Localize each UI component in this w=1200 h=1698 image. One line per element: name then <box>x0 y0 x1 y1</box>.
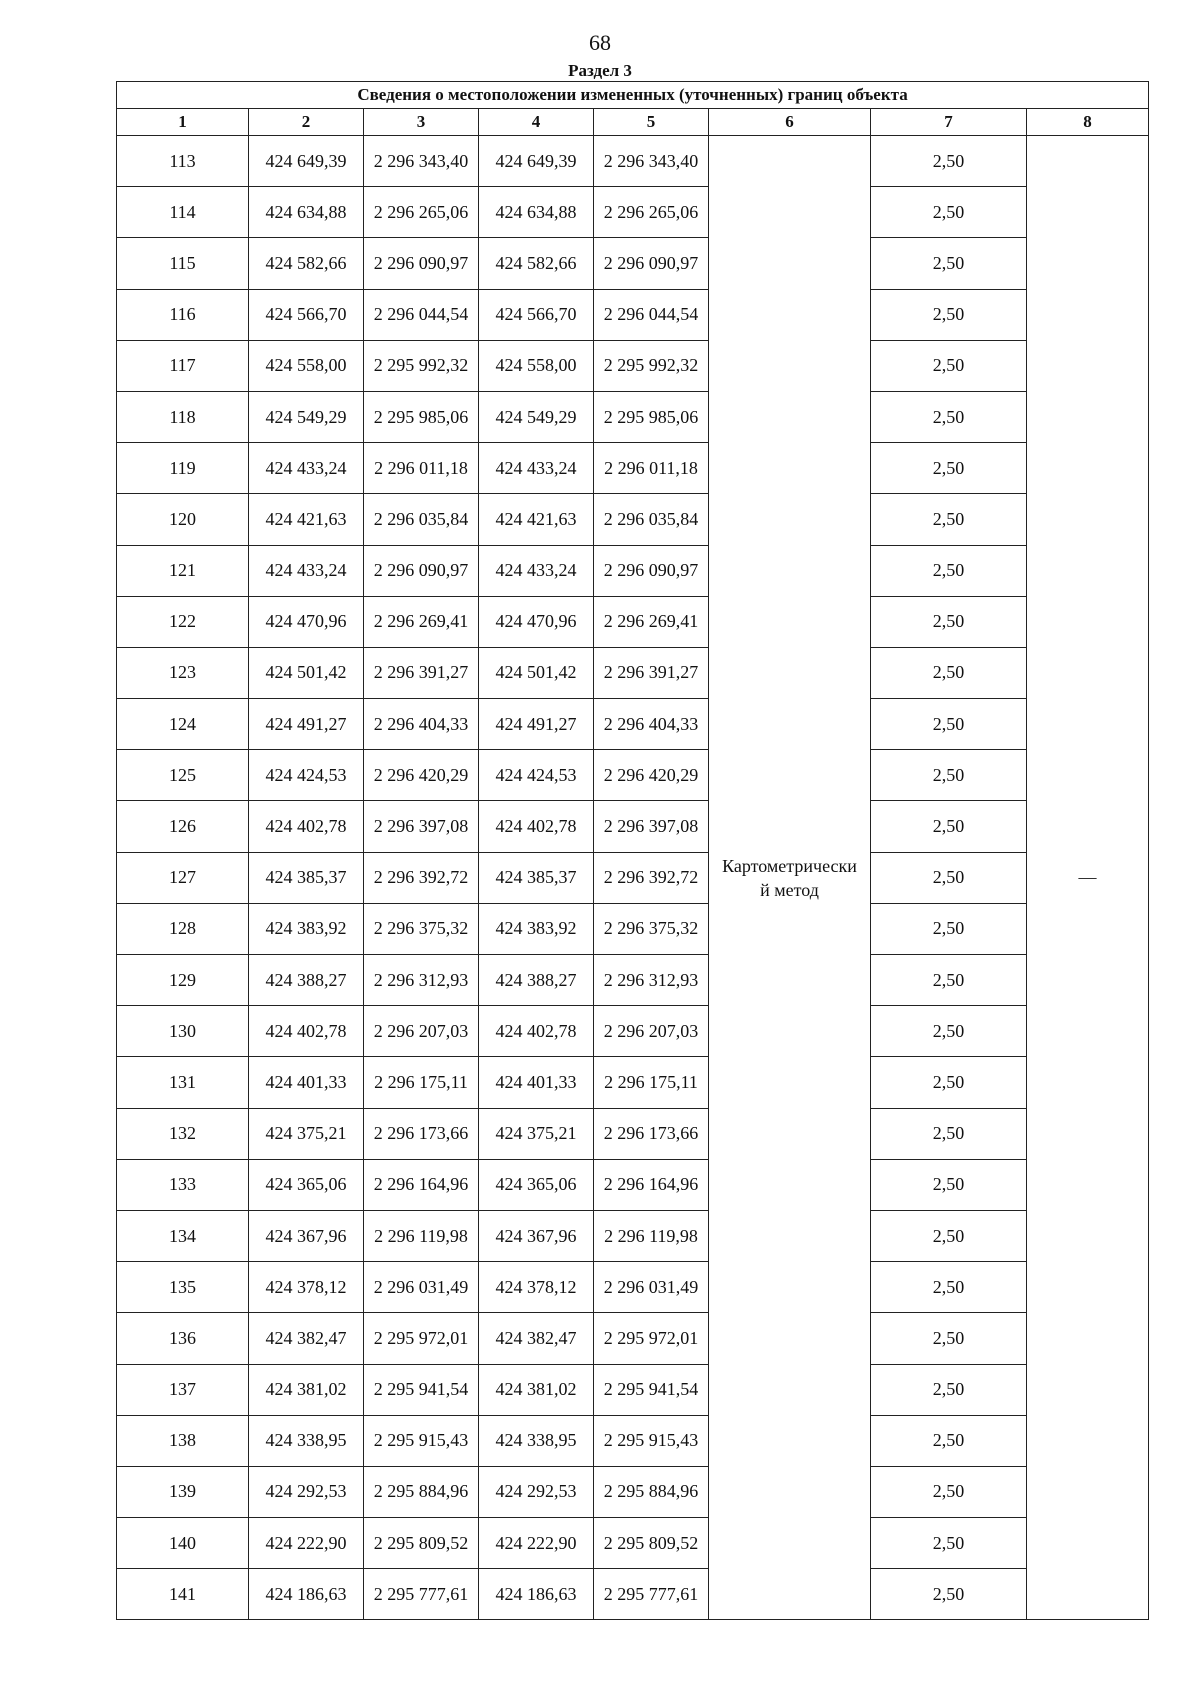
accuracy-cell: 2,50 <box>871 494 1027 545</box>
existing-y-cell: 2 296 090,97 <box>364 545 479 596</box>
determination-method-cell <box>709 136 871 1620</box>
existing-x-cell: 424 378,12 <box>249 1262 364 1313</box>
point-number-cell: 141 <box>117 1569 249 1620</box>
table-row <box>117 1466 1149 1517</box>
existing-x-cell: 424 566,70 <box>249 289 364 340</box>
existing-y-cell: 2 296 312,93 <box>364 955 479 1006</box>
new-x-cell: 424 433,24 <box>479 545 594 596</box>
table-row <box>117 1210 1149 1261</box>
accuracy-cell: 2,50 <box>871 1210 1027 1261</box>
column-number-row <box>117 109 1149 136</box>
point-number-cell: 137 <box>117 1364 249 1415</box>
section-title: Раздел 3 <box>568 61 632 80</box>
new-y-cell: 2 296 391,27 <box>594 647 709 698</box>
accuracy-cell: 2,50 <box>871 1313 1027 1364</box>
new-y-cell: 2 296 312,93 <box>594 955 709 1006</box>
new-y-cell: 2 295 884,96 <box>594 1466 709 1517</box>
existing-y-cell: 2 296 269,41 <box>364 596 479 647</box>
point-number-cell: 138 <box>117 1415 249 1466</box>
table-row <box>117 494 1149 545</box>
accuracy-cell: 2,50 <box>871 1057 1027 1108</box>
table-row <box>117 1108 1149 1159</box>
new-y-cell: 2 296 392,72 <box>594 852 709 903</box>
table-row <box>117 596 1149 647</box>
point-number-cell: 120 <box>117 494 249 545</box>
new-x-cell: 424 582,66 <box>479 238 594 289</box>
column-number-4: 4 <box>479 109 594 136</box>
table-row <box>117 699 1149 750</box>
accuracy-cell: 2,50 <box>871 1364 1027 1415</box>
table-row <box>117 136 1149 187</box>
existing-x-cell: 424 365,06 <box>249 1159 364 1210</box>
new-x-cell: 424 491,27 <box>479 699 594 750</box>
new-y-cell: 2 296 375,32 <box>594 903 709 954</box>
table-row <box>117 1006 1149 1057</box>
existing-x-cell: 424 582,66 <box>249 238 364 289</box>
existing-y-cell: 2 296 035,84 <box>364 494 479 545</box>
new-y-cell: 2 296 173,66 <box>594 1108 709 1159</box>
new-y-cell: 2 296 269,41 <box>594 596 709 647</box>
new-y-cell: 2 296 175,11 <box>594 1057 709 1108</box>
table-row <box>117 1313 1149 1364</box>
existing-x-cell: 424 292,53 <box>249 1466 364 1517</box>
new-x-cell: 424 383,92 <box>479 903 594 954</box>
accuracy-cell: 2,50 <box>871 340 1027 391</box>
table-row <box>117 545 1149 596</box>
new-y-cell: 2 295 809,52 <box>594 1518 709 1569</box>
existing-y-cell: 2 295 992,32 <box>364 340 479 391</box>
point-number-cell: 119 <box>117 443 249 494</box>
table-row <box>117 801 1149 852</box>
new-x-cell: 424 649,39 <box>479 136 594 187</box>
existing-y-cell: 2 296 391,27 <box>364 647 479 698</box>
point-number-cell: 133 <box>117 1159 249 1210</box>
existing-x-cell: 424 470,96 <box>249 596 364 647</box>
new-x-cell: 424 222,90 <box>479 1518 594 1569</box>
new-y-cell: 2 295 941,54 <box>594 1364 709 1415</box>
accuracy-cell: 2,50 <box>871 750 1027 801</box>
point-number-cell: 132 <box>117 1108 249 1159</box>
existing-x-cell: 424 186,63 <box>249 1569 364 1620</box>
new-x-cell: 424 421,63 <box>479 494 594 545</box>
table-row <box>117 852 1149 903</box>
accuracy-cell: 2,50 <box>871 136 1027 187</box>
new-x-cell: 424 402,78 <box>479 1006 594 1057</box>
new-x-cell: 424 470,96 <box>479 596 594 647</box>
table-row <box>117 1415 1149 1466</box>
point-number-cell: 131 <box>117 1057 249 1108</box>
new-x-cell: 424 367,96 <box>479 1210 594 1261</box>
point-number-cell: 114 <box>117 187 249 238</box>
accuracy-cell: 2,50 <box>871 1518 1027 1569</box>
table-row <box>117 955 1149 1006</box>
new-y-cell: 2 296 404,33 <box>594 699 709 750</box>
new-y-cell: 2 296 011,18 <box>594 443 709 494</box>
existing-x-cell: 424 402,78 <box>249 1006 364 1057</box>
existing-y-cell: 2 296 011,18 <box>364 443 479 494</box>
existing-y-cell: 2 295 985,06 <box>364 391 479 442</box>
table-caption: Сведения о местоположении измененных (уточненных) границ объекта <box>117 82 1149 109</box>
existing-x-cell: 424 491,27 <box>249 699 364 750</box>
accuracy-cell: 2,50 <box>871 647 1027 698</box>
new-y-cell: 2 296 207,03 <box>594 1006 709 1057</box>
method-text-line-1: Картометрически <box>722 855 857 876</box>
boundary-coordinates-table <box>116 81 1149 1620</box>
new-x-cell: 424 558,00 <box>479 340 594 391</box>
accuracy-cell: 2,50 <box>871 699 1027 750</box>
new-y-cell: 2 296 090,97 <box>594 238 709 289</box>
table-row <box>117 443 1149 494</box>
new-y-cell: 2 296 031,49 <box>594 1262 709 1313</box>
existing-y-cell: 2 295 809,52 <box>364 1518 479 1569</box>
new-y-cell: 2 295 985,06 <box>594 391 709 442</box>
new-x-cell: 424 378,12 <box>479 1262 594 1313</box>
existing-y-cell: 2 296 265,06 <box>364 187 479 238</box>
new-x-cell: 424 634,88 <box>479 187 594 238</box>
accuracy-cell: 2,50 <box>871 1569 1027 1620</box>
existing-x-cell: 424 433,24 <box>249 545 364 596</box>
existing-x-cell: 424 558,00 <box>249 340 364 391</box>
new-x-cell: 424 381,02 <box>479 1364 594 1415</box>
table-row <box>117 903 1149 954</box>
column-8-dash-cell: — <box>1027 136 1149 1620</box>
existing-x-cell: 424 649,39 <box>249 136 364 187</box>
table-row <box>117 1364 1149 1415</box>
point-number-cell: 124 <box>117 699 249 750</box>
existing-y-cell: 2 296 173,66 <box>364 1108 479 1159</box>
existing-y-cell: 2 296 207,03 <box>364 1006 479 1057</box>
table-row <box>117 1159 1149 1210</box>
new-x-cell: 424 566,70 <box>479 289 594 340</box>
existing-x-cell: 424 421,63 <box>249 494 364 545</box>
page-number: 68 <box>589 30 611 55</box>
new-x-cell: 424 338,95 <box>479 1415 594 1466</box>
table-row <box>117 238 1149 289</box>
existing-y-cell: 2 296 343,40 <box>364 136 479 187</box>
new-x-cell: 424 365,06 <box>479 1159 594 1210</box>
existing-y-cell: 2 296 119,98 <box>364 1210 479 1261</box>
point-number-cell: 115 <box>117 238 249 289</box>
existing-x-cell: 424 388,27 <box>249 955 364 1006</box>
point-number-cell: 122 <box>117 596 249 647</box>
accuracy-cell: 2,50 <box>871 545 1027 596</box>
existing-x-cell: 424 375,21 <box>249 1108 364 1159</box>
table-row <box>117 750 1149 801</box>
existing-x-cell: 424 338,95 <box>249 1415 364 1466</box>
existing-x-cell: 424 424,53 <box>249 750 364 801</box>
existing-x-cell: 424 222,90 <box>249 1518 364 1569</box>
accuracy-cell: 2,50 <box>871 238 1027 289</box>
new-x-cell: 424 501,42 <box>479 647 594 698</box>
new-y-cell: 2 295 915,43 <box>594 1415 709 1466</box>
table-row <box>117 1057 1149 1108</box>
point-number-cell: 135 <box>117 1262 249 1313</box>
accuracy-cell: 2,50 <box>871 391 1027 442</box>
new-y-cell: 2 296 119,98 <box>594 1210 709 1261</box>
point-number-cell: 134 <box>117 1210 249 1261</box>
new-y-cell: 2 296 265,06 <box>594 187 709 238</box>
new-y-cell: 2 296 420,29 <box>594 750 709 801</box>
point-number-cell: 121 <box>117 545 249 596</box>
accuracy-cell: 2,50 <box>871 1466 1027 1517</box>
new-x-cell: 424 388,27 <box>479 955 594 1006</box>
new-x-cell: 424 402,78 <box>479 801 594 852</box>
existing-y-cell: 2 295 884,96 <box>364 1466 479 1517</box>
existing-x-cell: 424 501,42 <box>249 647 364 698</box>
existing-x-cell: 424 401,33 <box>249 1057 364 1108</box>
table-row <box>117 340 1149 391</box>
existing-y-cell: 2 296 090,97 <box>364 238 479 289</box>
column-number-3: 3 <box>364 109 479 136</box>
table-row <box>117 647 1149 698</box>
accuracy-cell: 2,50 <box>871 1415 1027 1466</box>
existing-y-cell: 2 295 941,54 <box>364 1364 479 1415</box>
accuracy-cell: 2,50 <box>871 289 1027 340</box>
new-x-cell: 424 549,29 <box>479 391 594 442</box>
column-number-6: 6 <box>709 109 871 136</box>
table-row <box>117 391 1149 442</box>
new-x-cell: 424 385,37 <box>479 852 594 903</box>
accuracy-cell: 2,50 <box>871 1006 1027 1057</box>
existing-x-cell: 424 385,37 <box>249 852 364 903</box>
existing-y-cell: 2 295 915,43 <box>364 1415 479 1466</box>
column-number-8: 8 <box>1027 109 1149 136</box>
point-number-cell: 128 <box>117 903 249 954</box>
new-x-cell: 424 292,53 <box>479 1466 594 1517</box>
existing-y-cell: 2 296 397,08 <box>364 801 479 852</box>
new-y-cell: 2 296 164,96 <box>594 1159 709 1210</box>
column-number-2: 2 <box>249 109 364 136</box>
new-x-cell: 424 433,24 <box>479 443 594 494</box>
table-row <box>117 1569 1149 1620</box>
existing-y-cell: 2 296 404,33 <box>364 699 479 750</box>
accuracy-cell: 2,50 <box>871 187 1027 238</box>
column-number-1: 1 <box>117 109 249 136</box>
accuracy-cell: 2,50 <box>871 1159 1027 1210</box>
point-number-cell: 123 <box>117 647 249 698</box>
existing-y-cell: 2 295 972,01 <box>364 1313 479 1364</box>
new-y-cell: 2 296 090,97 <box>594 545 709 596</box>
new-y-cell: 2 295 992,32 <box>594 340 709 391</box>
table-row <box>117 187 1149 238</box>
new-y-cell: 2 296 343,40 <box>594 136 709 187</box>
point-number-cell: 139 <box>117 1466 249 1517</box>
accuracy-cell: 2,50 <box>871 1262 1027 1313</box>
existing-y-cell: 2 295 777,61 <box>364 1569 479 1620</box>
existing-x-cell: 424 634,88 <box>249 187 364 238</box>
table-row <box>117 1262 1149 1313</box>
point-number-cell: 113 <box>117 136 249 187</box>
point-number-cell: 127 <box>117 852 249 903</box>
column-number-7: 7 <box>871 109 1027 136</box>
existing-y-cell: 2 296 031,49 <box>364 1262 479 1313</box>
accuracy-cell: 2,50 <box>871 852 1027 903</box>
existing-y-cell: 2 296 375,32 <box>364 903 479 954</box>
new-x-cell: 424 186,63 <box>479 1569 594 1620</box>
point-number-cell: 118 <box>117 391 249 442</box>
new-y-cell: 2 296 035,84 <box>594 494 709 545</box>
point-number-cell: 136 <box>117 1313 249 1364</box>
table-row <box>117 1518 1149 1569</box>
point-number-cell: 129 <box>117 955 249 1006</box>
existing-y-cell: 2 296 164,96 <box>364 1159 479 1210</box>
point-number-cell: 140 <box>117 1518 249 1569</box>
existing-x-cell: 424 549,29 <box>249 391 364 442</box>
existing-y-cell: 2 296 420,29 <box>364 750 479 801</box>
existing-x-cell: 424 367,96 <box>249 1210 364 1261</box>
new-y-cell: 2 296 397,08 <box>594 801 709 852</box>
accuracy-cell: 2,50 <box>871 801 1027 852</box>
existing-x-cell: 424 382,47 <box>249 1313 364 1364</box>
new-x-cell: 424 375,21 <box>479 1108 594 1159</box>
accuracy-cell: 2,50 <box>871 955 1027 1006</box>
point-number-cell: 125 <box>117 750 249 801</box>
existing-y-cell: 2 296 044,54 <box>364 289 479 340</box>
existing-y-cell: 2 296 175,11 <box>364 1057 479 1108</box>
accuracy-cell: 2,50 <box>871 903 1027 954</box>
point-number-cell: 126 <box>117 801 249 852</box>
existing-x-cell: 424 433,24 <box>249 443 364 494</box>
new-y-cell: 2 295 972,01 <box>594 1313 709 1364</box>
new-y-cell: 2 296 044,54 <box>594 289 709 340</box>
existing-x-cell: 424 383,92 <box>249 903 364 954</box>
existing-x-cell: 424 402,78 <box>249 801 364 852</box>
new-x-cell: 424 424,53 <box>479 750 594 801</box>
accuracy-cell: 2,50 <box>871 596 1027 647</box>
point-number-cell: 130 <box>117 1006 249 1057</box>
point-number-cell: 117 <box>117 340 249 391</box>
new-x-cell: 424 401,33 <box>479 1057 594 1108</box>
new-y-cell: 2 295 777,61 <box>594 1569 709 1620</box>
existing-x-cell: 424 381,02 <box>249 1364 364 1415</box>
column-number-5: 5 <box>594 109 709 136</box>
accuracy-cell: 2,50 <box>871 443 1027 494</box>
table-row <box>117 289 1149 340</box>
table-body <box>117 136 1149 1620</box>
new-x-cell: 424 382,47 <box>479 1313 594 1364</box>
method-text-line-2: й метод <box>760 879 819 900</box>
point-number-cell: 116 <box>117 289 249 340</box>
existing-y-cell: 2 296 392,72 <box>364 852 479 903</box>
accuracy-cell: 2,50 <box>871 1108 1027 1159</box>
